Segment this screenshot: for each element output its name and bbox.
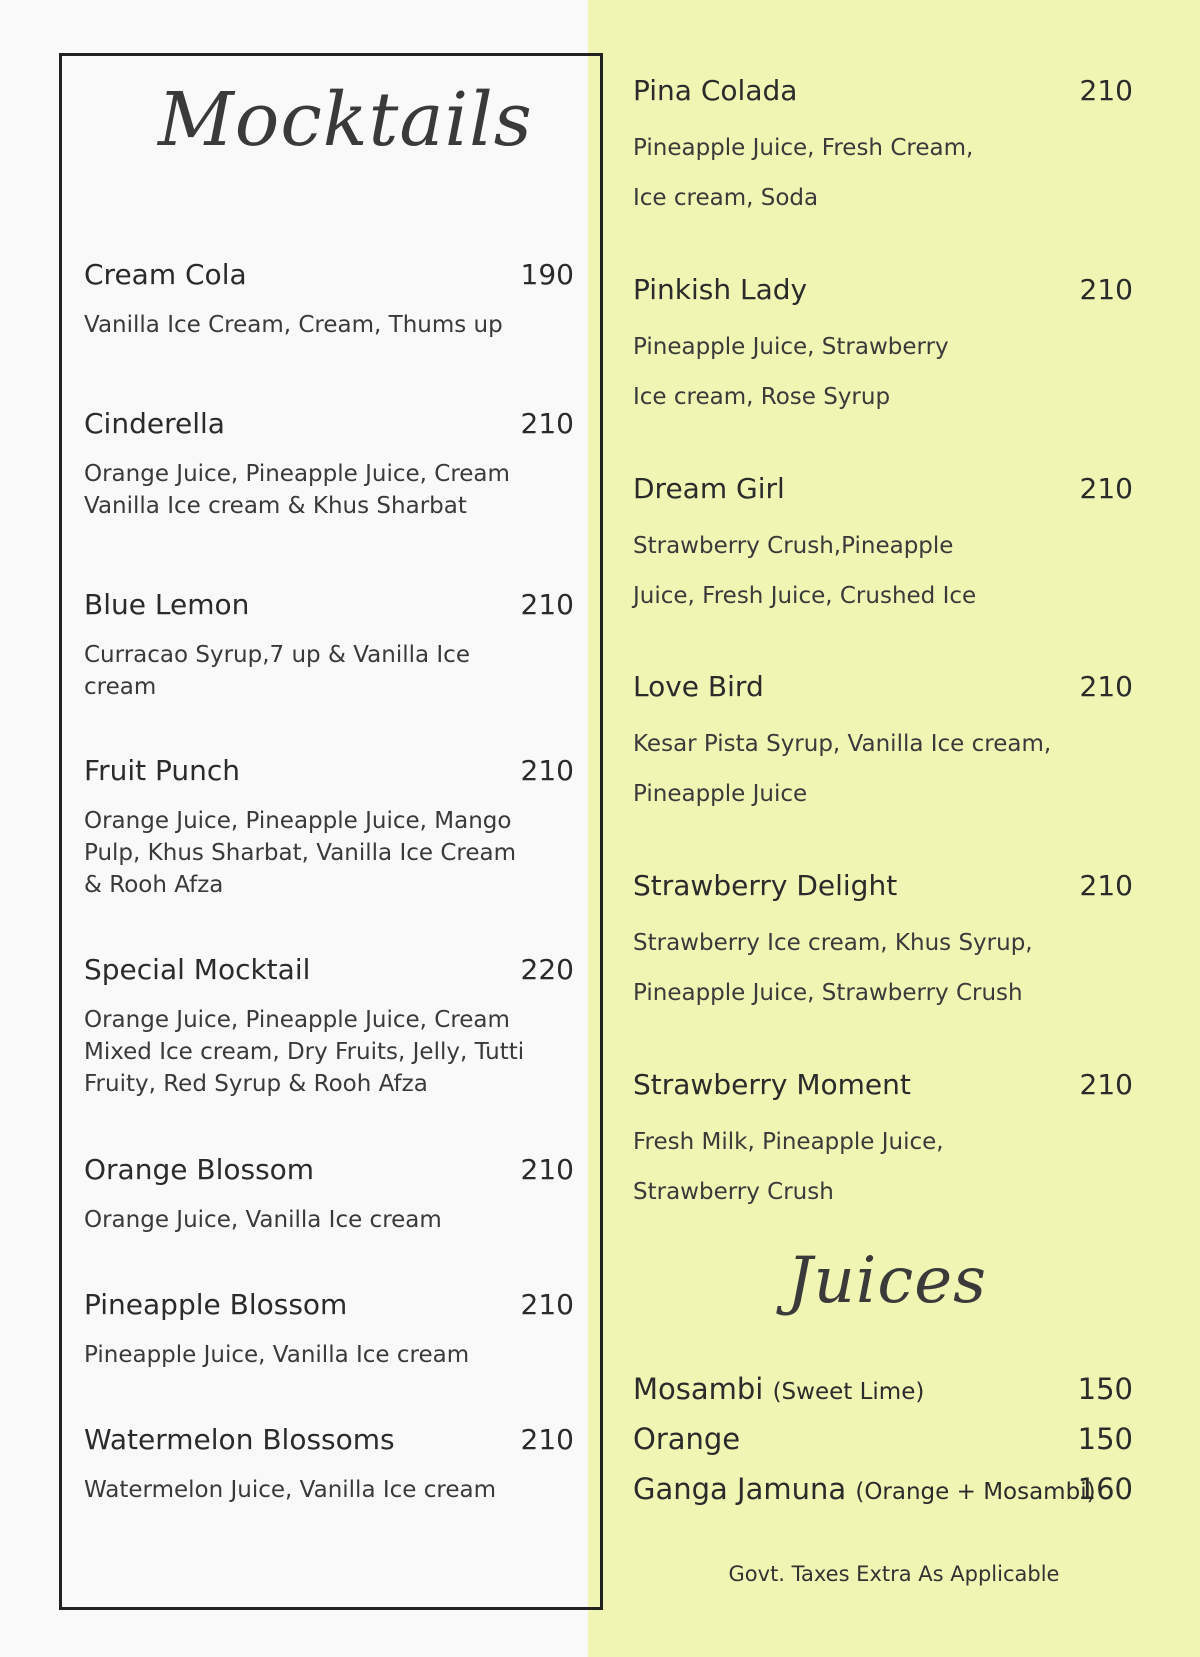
- item-description: [633, 123, 1133, 223]
- item-description: [633, 521, 1133, 621]
- item-name: Love Bird: [633, 670, 764, 703]
- menu-item-header: [84, 1420, 574, 1460]
- menu-item-header: [84, 585, 574, 625]
- item-name: Strawberry Delight: [633, 869, 898, 902]
- menu-item: [633, 71, 1133, 223]
- item-description: [633, 322, 1133, 422]
- description-line: cream: [84, 674, 157, 700]
- description-line: Vanilla Ice cream & Khus Sharbat: [84, 493, 467, 519]
- item-description: [84, 1004, 574, 1100]
- menu-item-header: [633, 667, 1133, 707]
- juice-item: [633, 1467, 1133, 1511]
- item-price: 210: [1079, 1068, 1133, 1101]
- description-line: Orange Juice, Pineapple Juice, Cream: [84, 461, 510, 487]
- description-line: Juice, Fresh Juice, Crushed Ice: [633, 583, 977, 609]
- description-line: Curracao Syrup,7 up & Vanilla Ice: [84, 642, 470, 668]
- menu-item: [633, 866, 1133, 1018]
- description-line: Orange Juice, Pineapple Juice, Cream: [84, 1007, 510, 1033]
- description-line: Mixed Ice cream, Dry Fruits, Jelly, Tutti: [84, 1039, 525, 1065]
- description-line: Kesar Pista Syrup, Vanilla Ice cream,: [633, 731, 1052, 757]
- description-line: Pulp, Khus Sharbat, Vanilla Ice Cream: [84, 840, 516, 866]
- description-line: Orange Juice, Vanilla Ice cream: [84, 1207, 442, 1233]
- menu-item: [84, 1285, 574, 1371]
- item-price: 210: [1079, 869, 1133, 902]
- item-name: Dream Girl: [633, 472, 785, 505]
- juice-item: [633, 1417, 1133, 1461]
- item-description: [84, 1339, 574, 1371]
- item-price: 210: [1079, 670, 1133, 703]
- item-name: Blue Lemon: [84, 588, 250, 621]
- juice-note: (Sweet Lime): [772, 1379, 925, 1405]
- item-name: Cinderella: [84, 407, 225, 440]
- tax-note: Govt. Taxes Extra As Applicable: [728, 1562, 1060, 1586]
- juice-name-group: [633, 1467, 1096, 1514]
- description-line: Strawberry Crush,Pineapple: [633, 533, 954, 559]
- juice-price: 150: [1077, 1372, 1133, 1406]
- description-line: Ice cream, Soda: [633, 185, 819, 211]
- description-line: Vanilla Ice Cream, Cream, Thums up: [84, 312, 503, 338]
- item-price: 210: [1079, 472, 1133, 505]
- description-line: Orange Juice, Pineapple Juice, Mango: [84, 808, 512, 834]
- menu-item-header: [84, 1150, 574, 1190]
- item-name: Strawberry Moment: [633, 1068, 911, 1101]
- item-name: Pina Colada: [633, 74, 798, 107]
- menu-item: [633, 667, 1133, 819]
- description-line: & Rooh Afza: [84, 872, 224, 898]
- description-line: Pineapple Juice, Vanilla Ice cream: [84, 1342, 470, 1368]
- item-price: 190: [520, 258, 574, 291]
- juices-title: Juices: [787, 1244, 987, 1318]
- menu-item: [84, 1420, 574, 1506]
- description-line: Watermelon Juice, Vanilla Ice cream: [84, 1477, 496, 1503]
- item-price: 210: [520, 588, 574, 621]
- menu-item: [84, 751, 574, 901]
- juice-price: 150: [1077, 1422, 1133, 1456]
- item-name: Special Mocktail: [84, 953, 311, 986]
- item-price: 210: [520, 1288, 574, 1321]
- menu-item-header: [633, 71, 1133, 111]
- item-price: 210: [520, 1153, 574, 1186]
- item-name: Pineapple Blossom: [84, 1288, 348, 1321]
- juice-name: Mosambi: [633, 1372, 764, 1406]
- mocktails-title: Mocktails: [158, 77, 533, 163]
- description-line: Fruity, Red Syrup & Rooh Afza: [84, 1071, 428, 1097]
- menu-item-header: [84, 950, 574, 990]
- menu-item: [84, 585, 574, 703]
- description-line: Pineapple Juice, Strawberry: [633, 334, 949, 360]
- juice-item: [633, 1367, 1133, 1411]
- item-description: [633, 719, 1133, 819]
- item-name: Watermelon Blossoms: [84, 1423, 395, 1456]
- item-name: Orange Blossom: [84, 1153, 315, 1186]
- item-description: [633, 1117, 1133, 1217]
- description-line: Pineapple Juice, Fresh Cream,: [633, 135, 974, 161]
- menu-item-header: [633, 1065, 1133, 1105]
- item-description: [84, 639, 574, 703]
- menu-item-header: [84, 255, 574, 295]
- juice-name: Orange: [633, 1422, 741, 1456]
- description-line: Pineapple Juice: [633, 781, 808, 807]
- menu-item: [84, 950, 574, 1100]
- juice-name-group: [633, 1367, 924, 1414]
- item-description: [84, 1204, 574, 1236]
- item-name: Cream Cola: [84, 258, 247, 291]
- description-line: Strawberry Ice cream, Khus Syrup,: [633, 930, 1033, 956]
- menu-item: [633, 270, 1133, 422]
- menu-item-header: [84, 404, 574, 444]
- menu-item-header: [633, 270, 1133, 310]
- menu-item-header: [84, 1285, 574, 1325]
- item-price: 210: [1079, 74, 1133, 107]
- item-price: 220: [520, 953, 574, 986]
- description-line: Ice cream, Rose Syrup: [633, 384, 891, 410]
- menu-item: [633, 469, 1133, 621]
- menu-item-header: [84, 751, 574, 791]
- juice-note: (Orange + Mosambi): [855, 1479, 1096, 1505]
- juice-name-group: [633, 1417, 740, 1461]
- item-description: [84, 309, 574, 341]
- menu-item: [633, 1065, 1133, 1217]
- item-price: 210: [1079, 273, 1133, 306]
- menu-item-header: [633, 866, 1133, 906]
- description-line: Pineapple Juice, Strawberry Crush: [633, 980, 1023, 1006]
- item-description: [84, 458, 574, 522]
- menu-item: [84, 255, 574, 341]
- item-name: Pinkish Lady: [633, 273, 808, 306]
- item-description: [633, 918, 1133, 1018]
- item-description: [84, 1474, 574, 1506]
- item-price: 210: [520, 1423, 574, 1456]
- item-price: 210: [520, 407, 574, 440]
- description-line: Strawberry Crush: [633, 1179, 834, 1205]
- menu-item-header: [633, 469, 1133, 509]
- menu-item: [84, 1150, 574, 1236]
- menu-item: [84, 404, 574, 522]
- juice-name: Ganga Jamuna: [633, 1472, 847, 1506]
- item-price: 210: [520, 754, 574, 787]
- item-description: [84, 805, 574, 901]
- item-name: Fruit Punch: [84, 754, 241, 787]
- description-line: Fresh Milk, Pineapple Juice,: [633, 1129, 944, 1155]
- juice-price: 160: [1077, 1472, 1133, 1506]
